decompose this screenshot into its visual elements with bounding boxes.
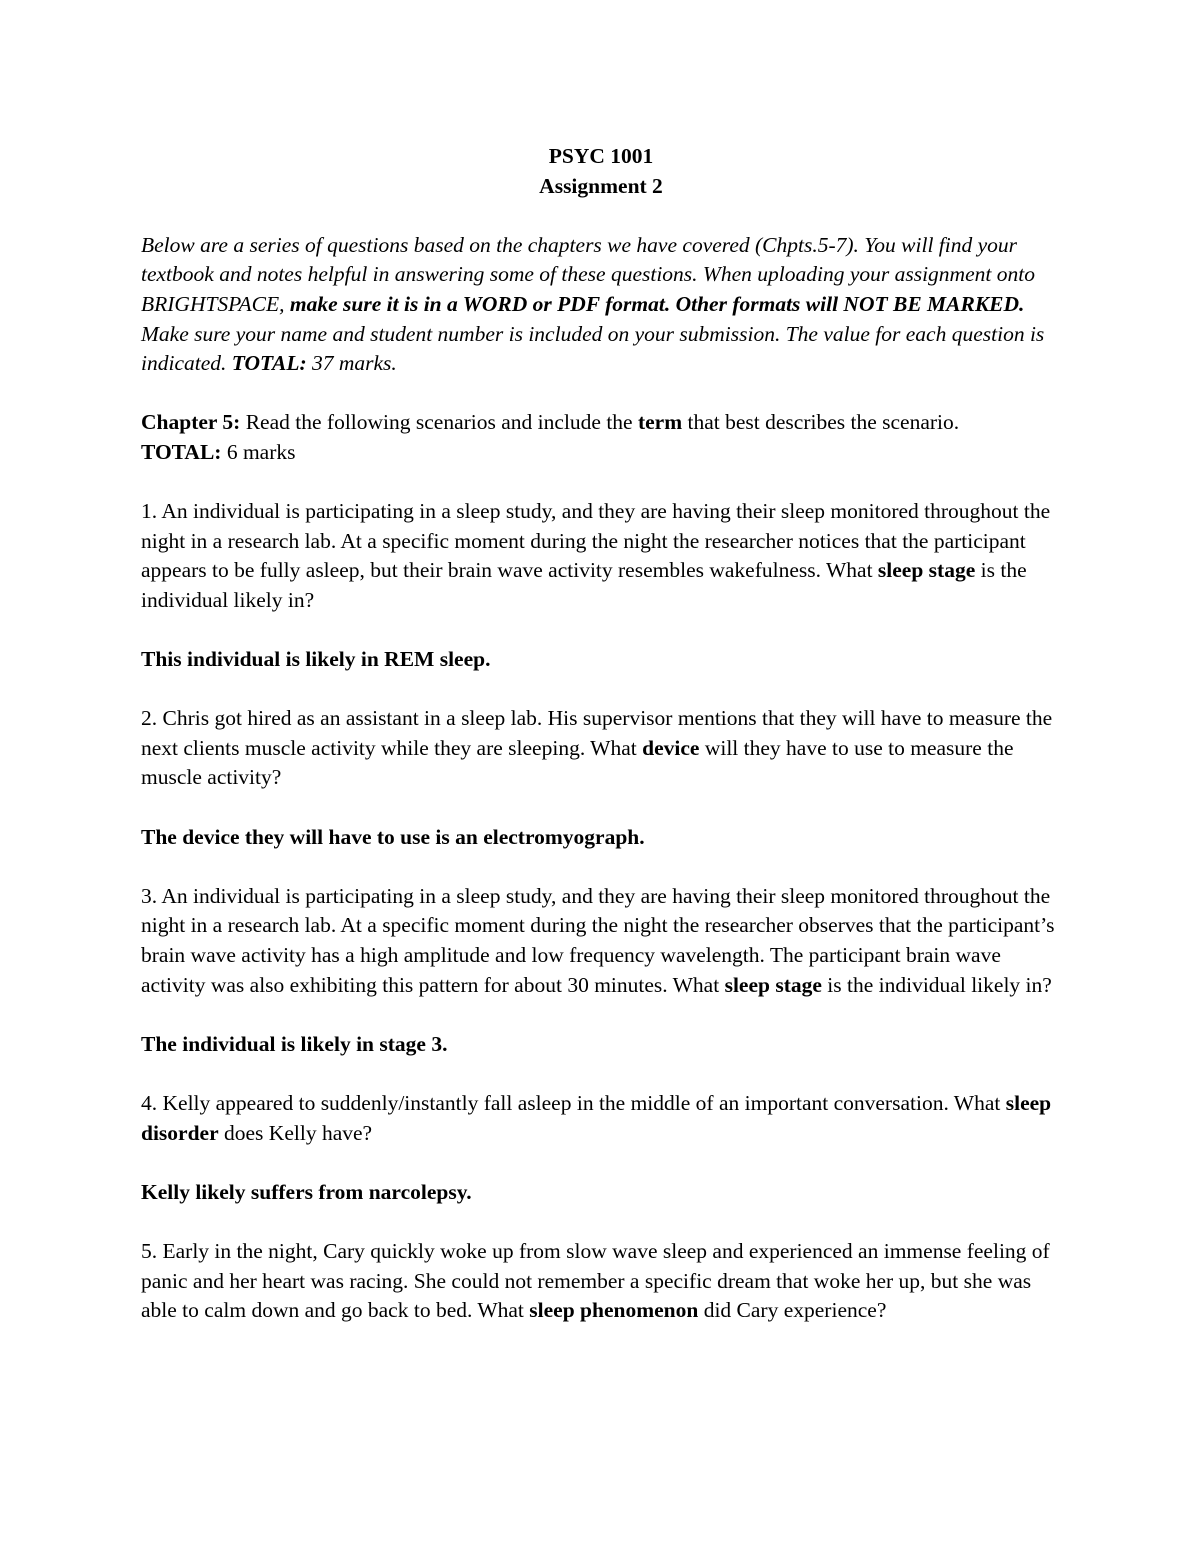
question-text-end: does Kelly have? (218, 1120, 373, 1145)
question-keyword: sleep stage (877, 558, 976, 583)
answer-1: This individual is likely in REM sleep. (141, 647, 491, 672)
intro-total-label: TOTAL: (231, 351, 307, 376)
chapter5-total-value: 6 marks (221, 439, 296, 464)
question-text: 1. An individual is participating in a sleep study, and they are having their sleep monitored throughout the night in a research lab. At a specific moment during the night the researcher notices that the participant appears to be fully asleep, but their brain wave activity resembles wakefulness. What (141, 499, 1051, 583)
intro-format-warning: make sure it is in a WORD or PDF format. Other formats will NOT BE MARKED. (289, 291, 1025, 316)
chapter5-term: term (637, 410, 683, 435)
question-2 (141, 704, 1061, 793)
answer-4: Kelly likely suffers from narcolepsy. (141, 1179, 472, 1204)
chapter5-instructions (141, 408, 1061, 467)
intro-text-2: Make sure your name and student number is included on your submission. The value for each question is indicated. (141, 321, 1045, 376)
intro-total-value: 37 marks. (306, 351, 397, 376)
answer-3: The individual is likely in stage 3. (141, 1031, 448, 1056)
question-5 (141, 1237, 1061, 1326)
intro-paragraph (141, 231, 1061, 379)
chapter5-text-a: Read the following scenarios and include the (240, 410, 638, 435)
question-text: 3. An individual is participating in a sleep study, and they are having their sleep monitored throughout the night in a research lab. At a specific moment during the night the researcher observes that the participant’s brain wave activity has a high amplitude and low frequency wavelength. The participant brain wave activity was also exhibiting this pattern for about 30 minutes. What (141, 883, 1055, 997)
question-text-end: did Cary experience? (698, 1298, 887, 1323)
question-1 (141, 497, 1061, 615)
chapter5-total-label: TOTAL: (141, 439, 222, 464)
question-3 (141, 882, 1061, 1000)
question-text: 2. Chris got hired as an assistant in a sleep lab. His supervisor mentions that they will have to measure the next clients muscle activity while they are sleeping. What (141, 706, 1053, 760)
question-text: 5. Early in the night, Cary quickly woke up from slow wave sleep and experienced an immense feeling of panic and her heart was racing. She could not remember a specific dream that woke her up, but she was able to calm down and go back to bed. What (141, 1238, 1050, 1323)
question-keyword: sleep disorder (141, 1091, 1052, 1145)
answer-2: The device they will have to use is an electromyograph. (141, 824, 645, 849)
assignment-title: Assignment 2 (539, 173, 663, 198)
document-page (141, 142, 1061, 1326)
question-text-end: is the individual likely in? (141, 558, 1027, 612)
intro-text-1: Below are a series of questions based on the chapters we have covered (Chpts.5-7). You will find your textbook and notes helpful in answering some of these questions. When uploading your assignment onto BRIGHTSPACE, (141, 232, 1035, 316)
question-4 (141, 1089, 1061, 1148)
question-keyword: sleep stage (724, 972, 822, 997)
chapter5-label: Chapter 5: (141, 410, 241, 435)
chapter5-text-b: that best describes the scenario. (682, 410, 960, 435)
question-text-end: will they have to use to measure the muscle activity? (141, 735, 1014, 790)
question-keyword: device (642, 735, 700, 760)
question-text-end: is the individual likely in? (821, 972, 1052, 997)
course-title: PSYC 1001 (548, 144, 654, 168)
question-keyword: sleep phenomenon (529, 1298, 699, 1323)
question-text: 4. Kelly appeared to suddenly/instantly fall asleep in the middle of an important conversation. What (141, 1091, 1006, 1115)
